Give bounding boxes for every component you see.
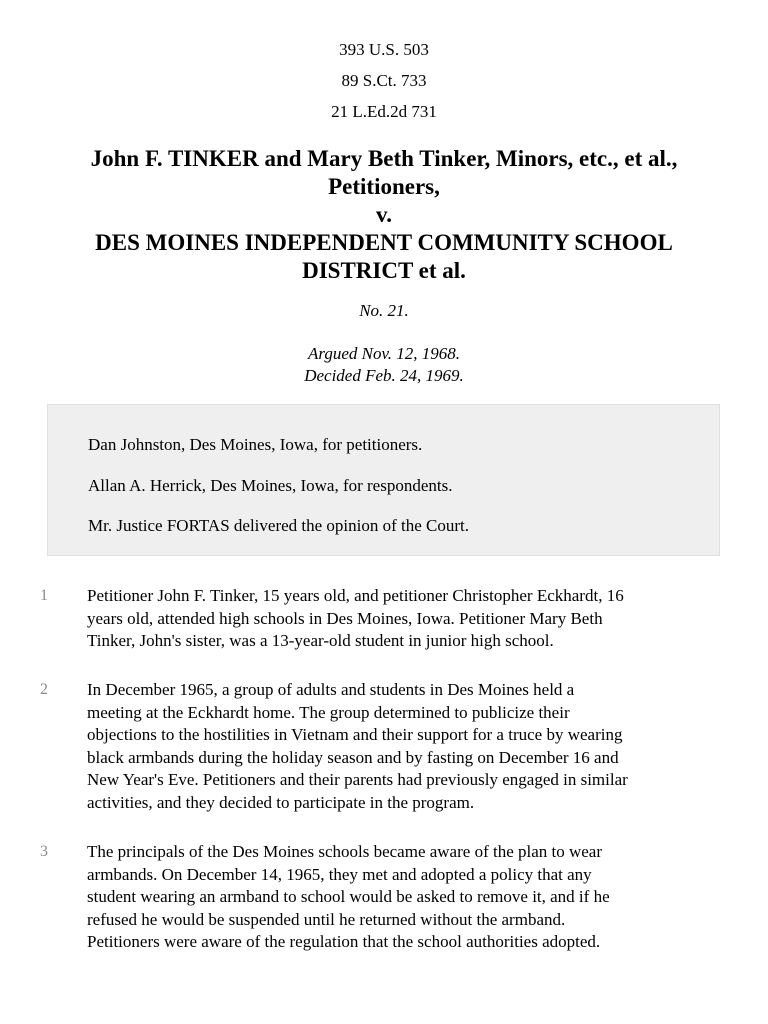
paragraph-line: refused he would be suspended until he returned without the armband. (87, 909, 566, 929)
citations (0, 34, 768, 127)
paragraph-number: 2 (40, 681, 48, 698)
respondents-line-1: DES MOINES INDEPENDENT COMMUNITY SCHOOL (95, 230, 673, 255)
paragraph-line: Petitioner John F. Tinker, 15 years old, and petitioner Christopher Eckhardt, 16 (87, 586, 624, 605)
docket-number: No. 21. (359, 301, 409, 320)
respondents-line-2: DISTRICT et al. (302, 258, 466, 283)
paragraph-line: student wearing an armband to school would be asked to remove it, and if he (87, 887, 610, 906)
counsel-box (47, 404, 720, 556)
citation-lawyers-edition: 21 L.Ed.2d 731 (331, 102, 437, 121)
argued-date: Argued Nov. 12, 1968. (307, 344, 461, 363)
paragraph-text (87, 679, 727, 814)
paragraph-line: activities, and they decided to participate in the program. (87, 792, 475, 812)
paragraph-line: armbands. On December 14, 1965, they met and adopted a policy that any (87, 864, 592, 884)
counsel-respondents: Allan A. Herrick, Des Moines, Iowa, for respondents. (88, 476, 453, 495)
versus: v. (376, 202, 392, 227)
paragraph-line: In December 1965, a group of adults and students in Des Moines held a (87, 680, 575, 699)
paragraph-line: Petitioners were aware of the regulation that the school authorities adopted. (87, 932, 601, 951)
citation-supreme-court-reporter: 89 S.Ct. 733 (341, 71, 427, 90)
paragraph-line: The principals of the Des Moines schools became aware of the plan to wear (87, 842, 603, 861)
paragraph-line: objections to the hostilities in Vietnam and their support for a truce by wearing (87, 725, 623, 744)
opinion-author: Mr. Justice FORTAS delivered the opinion of the Court. (88, 516, 470, 535)
paragraph-line: meeting at the Eckhardt home. The group determined to publicize their (87, 702, 570, 722)
petitioners-line-2: Petitioners, (328, 174, 440, 199)
citation-us-reports: 393 U.S. 503 (339, 40, 429, 59)
paragraph-text (87, 585, 727, 653)
counsel-petitioners: Dan Johnston, Des Moines, Iowa, for petitioners. (88, 435, 423, 454)
paragraph-line: years old, attended high schools in Des Moines, Iowa. Petitioner Mary Beth (87, 608, 603, 628)
paragraph-number: 3 (40, 843, 48, 860)
case-dates (0, 343, 768, 387)
paragraph-line: Tinker, John's sister, was a 13-year-old student in junior high school. (87, 631, 554, 650)
petitioners-line-1: John F. TINKER and Mary Beth Tinker, Minors, etc., et al., (90, 146, 678, 171)
paragraph-line: New Year's Eve. Petitioners and their parents had previously engaged in similar (87, 770, 628, 789)
decided-date: Decided Feb. 24, 1969. (304, 366, 464, 385)
paragraph-line: black armbands during the holiday season and by fasting on December 16 and (87, 747, 619, 767)
case-title (40, 145, 728, 285)
paragraph-number: 1 (40, 587, 48, 604)
paragraph-text (87, 841, 727, 954)
